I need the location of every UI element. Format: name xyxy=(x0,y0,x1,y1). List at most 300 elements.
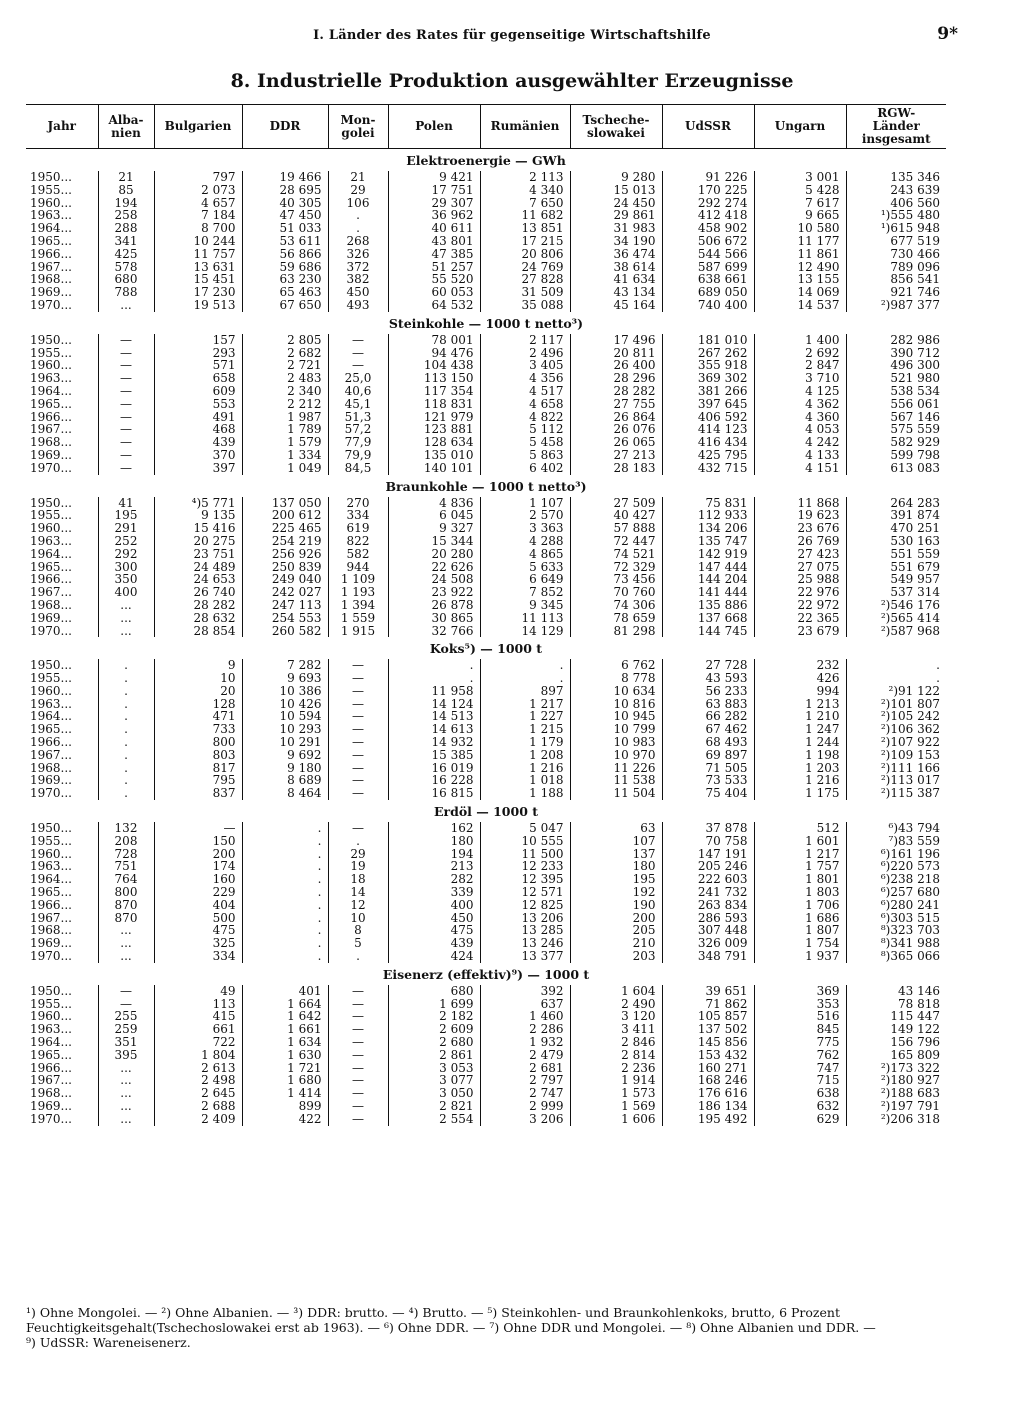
value-cell: 1 018 xyxy=(480,774,570,787)
value-cell: 11 177 xyxy=(754,235,846,248)
value-cell: ... xyxy=(98,612,154,625)
header-mongolei-line1: Mon- xyxy=(340,112,376,127)
section-heading-row xyxy=(26,963,946,985)
value-cell: 2 498 xyxy=(154,1074,242,1087)
table-body xyxy=(26,149,946,1126)
value-cell: 1 914 xyxy=(570,1074,662,1087)
value-cell: 135 886 xyxy=(662,599,754,612)
value-cell: 11 861 xyxy=(754,248,846,261)
value-cell: 475 xyxy=(388,924,480,937)
value-cell: 11 500 xyxy=(480,848,570,861)
table-row xyxy=(26,1074,946,1087)
value-cell: 10 xyxy=(328,912,388,925)
value-cell: — xyxy=(328,774,388,787)
value-cell: 21 xyxy=(328,171,388,184)
year-cell: 1963... xyxy=(30,1022,72,1037)
value-cell: 493 xyxy=(328,299,388,312)
value-cell: 38 614 xyxy=(570,261,662,274)
year-cell: 1966... xyxy=(30,1060,72,1075)
value-cell: — xyxy=(328,998,388,1011)
value-cell: 2 340 xyxy=(242,385,328,398)
value-cell: 292 xyxy=(98,548,154,561)
value-cell: . xyxy=(98,736,154,749)
value-cell: 16 228 xyxy=(388,774,480,787)
value-cell: 10 580 xyxy=(754,222,846,235)
value-cell: . xyxy=(98,762,154,775)
year-cell: 1967... xyxy=(30,1073,72,1088)
value-cell: 190 xyxy=(570,899,662,912)
value-cell: ... xyxy=(98,1074,154,1087)
header-udssr: UdSSR xyxy=(662,105,754,149)
value-cell: ²)188 683 xyxy=(846,1087,946,1100)
value-cell: 470 251 xyxy=(846,522,946,535)
value-cell: 282 xyxy=(388,873,480,886)
year-cell: 1963... xyxy=(30,371,72,386)
value-cell: 4 657 xyxy=(154,197,242,210)
table-row xyxy=(26,1049,946,1062)
value-cell: 730 466 xyxy=(846,248,946,261)
value-cell: 13 851 xyxy=(480,222,570,235)
header-tschechoslowakei xyxy=(570,105,662,149)
value-cell: — xyxy=(98,334,154,347)
header-ddr: DDR xyxy=(242,105,328,149)
value-cell: 551 679 xyxy=(846,561,946,574)
year-cell: 1968... xyxy=(30,760,72,775)
value-cell: 582 929 xyxy=(846,436,946,449)
value-cell: 638 xyxy=(754,1087,846,1100)
value-cell: 638 661 xyxy=(662,273,754,286)
value-cell: 397 645 xyxy=(662,398,754,411)
value-cell: 23 751 xyxy=(154,548,242,561)
table-row xyxy=(26,548,946,561)
value-cell: 13 206 xyxy=(480,912,570,925)
value-cell: 26 400 xyxy=(570,359,662,372)
value-cell: ²)546 176 xyxy=(846,599,946,612)
value-cell: . xyxy=(328,222,388,235)
value-cell: 578 xyxy=(98,261,154,274)
value-cell: ²)106 362 xyxy=(846,723,946,736)
value-cell: 353 xyxy=(754,998,846,1011)
value-cell: 369 xyxy=(754,985,846,998)
value-cell: 551 559 xyxy=(846,548,946,561)
header-rgw-line1: RGW- xyxy=(877,106,916,120)
value-cell: 837 xyxy=(154,787,242,800)
value-cell: 10 386 xyxy=(242,685,328,698)
table-row xyxy=(26,612,946,625)
value-cell: 1 634 xyxy=(242,1036,328,1049)
value-cell: 458 902 xyxy=(662,222,754,235)
value-cell: 1 915 xyxy=(328,625,388,638)
value-cell: 17 215 xyxy=(480,235,570,248)
value-cell: 4 133 xyxy=(754,449,846,462)
value-cell: ²)173 322 xyxy=(846,1062,946,1075)
value-cell: 147 444 xyxy=(662,561,754,574)
value-cell: — xyxy=(98,462,154,475)
value-cell: 27 509 xyxy=(570,497,662,510)
value-cell: 392 xyxy=(480,985,570,998)
value-cell: 2 682 xyxy=(242,347,328,360)
value-cell: 2 113 xyxy=(480,171,570,184)
value-cell: — xyxy=(328,749,388,762)
year-cell: 1968... xyxy=(30,272,72,287)
value-cell: 307 448 xyxy=(662,924,754,937)
value-cell: 66 282 xyxy=(662,710,754,723)
value-cell: 263 834 xyxy=(662,899,754,912)
value-cell: 587 699 xyxy=(662,261,754,274)
value-cell: 53 611 xyxy=(242,235,328,248)
value-cell: 260 582 xyxy=(242,625,328,638)
value-cell: . xyxy=(846,659,946,672)
value-cell: 5 633 xyxy=(480,561,570,574)
value-cell: 40 427 xyxy=(570,509,662,522)
value-cell: 9 692 xyxy=(242,749,328,762)
year-cell: 1966... xyxy=(30,246,72,261)
value-cell: 137 668 xyxy=(662,612,754,625)
year-cell: 1966... xyxy=(30,897,72,912)
value-cell: 11 226 xyxy=(570,762,662,775)
value-cell: 22 626 xyxy=(388,561,480,574)
value-cell: 4 865 xyxy=(480,548,570,561)
value-cell: 144 745 xyxy=(662,625,754,638)
value-cell: 5 112 xyxy=(480,423,570,436)
value-cell: 29 861 xyxy=(570,209,662,222)
value-cell: — xyxy=(98,411,154,424)
value-cell: 339 xyxy=(388,886,480,899)
value-cell: 70 758 xyxy=(662,835,754,848)
year-cell: 1968... xyxy=(30,597,72,612)
value-cell: . xyxy=(242,835,328,848)
value-cell: 994 xyxy=(754,685,846,698)
value-cell: 28 632 xyxy=(154,612,242,625)
value-cell: 27 755 xyxy=(570,398,662,411)
header-mongolei-line2: golei xyxy=(341,125,375,140)
value-cell: 1 394 xyxy=(328,599,388,612)
value-cell: 803 xyxy=(154,749,242,762)
value-cell: 73 533 xyxy=(662,774,754,787)
value-cell: 26 769 xyxy=(754,535,846,548)
value-cell: 326 009 xyxy=(662,937,754,950)
value-cell: — xyxy=(98,359,154,372)
value-cell: 104 438 xyxy=(388,359,480,372)
year-cell: 1960... xyxy=(30,195,72,210)
value-cell: 4 362 xyxy=(754,398,846,411)
value-cell: 195 xyxy=(570,873,662,886)
year-cell: 1966... xyxy=(30,572,72,587)
value-cell: 401 xyxy=(242,985,328,998)
value-cell: 2 554 xyxy=(388,1113,480,1126)
value-cell: 26 878 xyxy=(388,599,480,612)
value-cell: 39 651 xyxy=(662,985,754,998)
value-cell: . xyxy=(242,912,328,925)
value-cell: 609 xyxy=(154,385,242,398)
value-cell: 194 xyxy=(98,197,154,210)
value-cell: 7 184 xyxy=(154,209,242,222)
value-cell: ²)101 807 xyxy=(846,698,946,711)
value-cell: . xyxy=(242,860,328,873)
value-cell: 2 805 xyxy=(242,334,328,347)
value-cell: 222 603 xyxy=(662,873,754,886)
value-cell: 37 878 xyxy=(662,822,754,835)
value-cell: 14 069 xyxy=(754,286,846,299)
value-cell: 1 803 xyxy=(754,886,846,899)
value-cell: 530 163 xyxy=(846,535,946,548)
value-cell: 26 065 xyxy=(570,436,662,449)
section-heading-row xyxy=(26,475,946,497)
section-title: Steinkohle — 1000 t netto³) xyxy=(388,315,584,331)
value-cell: 254 219 xyxy=(242,535,328,548)
value-cell: 496 300 xyxy=(846,359,946,372)
value-cell: 1 642 xyxy=(242,1010,328,1023)
value-cell: 115 447 xyxy=(846,1010,946,1023)
value-cell: 516 xyxy=(754,1010,846,1023)
value-cell: 355 918 xyxy=(662,359,754,372)
section-heading-row xyxy=(26,800,946,822)
value-cell: 105 857 xyxy=(662,1010,754,1023)
value-cell: 29 xyxy=(328,848,388,861)
value-cell: 9 665 xyxy=(754,209,846,222)
value-cell: 74 521 xyxy=(570,548,662,561)
value-cell: 160 xyxy=(154,873,242,886)
value-cell: 11 868 xyxy=(754,497,846,510)
value-cell: 28 282 xyxy=(154,599,242,612)
table-row xyxy=(26,1036,946,1049)
year-cell: 1970... xyxy=(30,949,72,964)
value-cell: — xyxy=(328,787,388,800)
value-cell: 78 001 xyxy=(388,334,480,347)
value-cell: 10 983 xyxy=(570,736,662,749)
value-cell: 722 xyxy=(154,1036,242,1049)
value-cell: 176 616 xyxy=(662,1087,754,1100)
year-cell: 1965... xyxy=(30,233,72,248)
value-cell: 27 423 xyxy=(754,548,846,561)
value-cell: 619 xyxy=(328,522,388,535)
value-cell: 9 345 xyxy=(480,599,570,612)
value-cell: 9 327 xyxy=(388,522,480,535)
value-cell: 26 740 xyxy=(154,586,242,599)
value-cell: 195 492 xyxy=(662,1113,754,1126)
value-cell: 1 573 xyxy=(570,1087,662,1100)
value-cell: 5 047 xyxy=(480,822,570,835)
value-cell: 2 680 xyxy=(388,1036,480,1049)
table-row xyxy=(26,985,946,998)
value-cell: 2 236 xyxy=(570,1062,662,1075)
value-cell: 200 612 xyxy=(242,509,328,522)
value-cell: 121 979 xyxy=(388,411,480,424)
value-cell: 1 559 xyxy=(328,612,388,625)
value-cell: 168 246 xyxy=(662,1074,754,1087)
value-cell: ⁶)280 241 xyxy=(846,899,946,912)
value-cell: 27 075 xyxy=(754,561,846,574)
value-cell: 28 282 xyxy=(570,385,662,398)
year-cell: 1969... xyxy=(30,285,72,300)
value-cell: 47 385 xyxy=(388,248,480,261)
value-cell: 1 216 xyxy=(480,762,570,775)
value-cell: — xyxy=(328,762,388,775)
value-cell: 157 xyxy=(154,334,242,347)
value-cell: 715 xyxy=(754,1074,846,1087)
year-cell: 1950... xyxy=(30,658,72,673)
value-cell: 2 999 xyxy=(480,1100,570,1113)
value-cell: 150 xyxy=(154,835,242,848)
value-cell: 70 760 xyxy=(570,586,662,599)
value-cell: 390 712 xyxy=(846,347,946,360)
value-cell: 2 117 xyxy=(480,334,570,347)
value-cell: 27 213 xyxy=(570,449,662,462)
value-cell: 2 846 xyxy=(570,1036,662,1049)
value-cell: 556 061 xyxy=(846,398,946,411)
value-cell: 10 945 xyxy=(570,710,662,723)
value-cell: — xyxy=(98,436,154,449)
footnotes xyxy=(26,1305,956,1350)
value-cell: 740 400 xyxy=(662,299,754,312)
value-cell: 751 xyxy=(98,860,154,873)
value-cell: — xyxy=(98,347,154,360)
value-cell: 9 180 xyxy=(242,762,328,775)
value-cell: 267 262 xyxy=(662,347,754,360)
value-cell: 10 244 xyxy=(154,235,242,248)
value-cell: 4 658 xyxy=(480,398,570,411)
value-cell: 1 198 xyxy=(754,749,846,762)
value-cell: 629 xyxy=(754,1113,846,1126)
value-cell: . xyxy=(98,774,154,787)
value-cell: 870 xyxy=(98,912,154,925)
value-cell: 582 xyxy=(328,548,388,561)
value-cell: — xyxy=(328,1087,388,1100)
value-cell: 15 451 xyxy=(154,273,242,286)
value-cell: 113 xyxy=(154,998,242,1011)
value-cell: 15 416 xyxy=(154,522,242,535)
value-cell: — xyxy=(98,998,154,1011)
value-cell: 5 458 xyxy=(480,436,570,449)
value-cell: . xyxy=(846,672,946,685)
value-cell: 8 xyxy=(328,924,388,937)
value-cell: — xyxy=(98,398,154,411)
value-cell: 414 123 xyxy=(662,423,754,436)
value-cell: 2 479 xyxy=(480,1049,570,1062)
value-cell: 899 xyxy=(242,1100,328,1113)
value-cell: . xyxy=(480,672,570,685)
value-cell: 264 283 xyxy=(846,497,946,510)
value-cell: . xyxy=(242,950,328,963)
value-cell: 59 686 xyxy=(242,261,328,274)
value-cell: 137 xyxy=(570,848,662,861)
value-cell: ... xyxy=(98,1062,154,1075)
value-cell: 252 xyxy=(98,535,154,548)
value-cell: 599 798 xyxy=(846,449,946,462)
table-row xyxy=(26,835,946,848)
value-cell: 256 926 xyxy=(242,548,328,561)
value-cell: 382 xyxy=(328,273,388,286)
value-cell: 20 275 xyxy=(154,535,242,548)
value-cell: 40,6 xyxy=(328,385,388,398)
year-cell: 1955... xyxy=(30,833,72,848)
value-cell: — xyxy=(328,659,388,672)
value-cell: 1 216 xyxy=(754,774,846,787)
value-cell: ²)587 968 xyxy=(846,625,946,638)
value-cell: 17 496 xyxy=(570,334,662,347)
year-cell: 1968... xyxy=(30,1086,72,1101)
value-cell: 22 972 xyxy=(754,599,846,612)
value-cell: 944 xyxy=(328,561,388,574)
year-cell: 1969... xyxy=(30,1099,72,1113)
value-cell: ⁸)365 066 xyxy=(846,950,946,963)
value-cell: 63 xyxy=(570,822,662,835)
value-cell: 2 286 xyxy=(480,1023,570,1036)
year-cell: 1950... xyxy=(30,332,72,347)
value-cell: 14 537 xyxy=(754,299,846,312)
value-cell: 326 xyxy=(328,248,388,261)
table-row xyxy=(26,659,946,672)
table-row xyxy=(26,462,946,475)
year-cell: 1955... xyxy=(30,996,72,1011)
value-cell: 416 434 xyxy=(662,436,754,449)
value-cell: 351 xyxy=(98,1036,154,1049)
value-cell: 1 630 xyxy=(242,1049,328,1062)
value-cell: 56 866 xyxy=(242,248,328,261)
value-cell: 506 672 xyxy=(662,235,754,248)
value-cell: 11 504 xyxy=(570,787,662,800)
header-rgw xyxy=(846,105,946,149)
value-cell: 404 xyxy=(154,899,242,912)
value-cell: 632 xyxy=(754,1100,846,1113)
value-cell: 1 210 xyxy=(754,710,846,723)
value-cell: 1 664 xyxy=(242,998,328,1011)
year-cell: 1963... xyxy=(30,859,72,874)
value-cell: ²)565 414 xyxy=(846,612,946,625)
section-heading-row xyxy=(26,312,946,334)
value-cell: 200 xyxy=(570,912,662,925)
value-cell: 9 421 xyxy=(388,171,480,184)
value-cell: 23 679 xyxy=(754,625,846,638)
value-cell: 512 xyxy=(754,822,846,835)
value-cell: 14 932 xyxy=(388,736,480,749)
value-cell: . xyxy=(98,723,154,736)
year-cell: 1964... xyxy=(30,546,72,561)
value-cell: 817 xyxy=(154,762,242,775)
year-cell: 1969... xyxy=(30,447,72,462)
value-cell: 762 xyxy=(754,1049,846,1062)
section-title: Koks⁵) — 1000 t xyxy=(429,641,543,657)
header-albanien-line1: Alba- xyxy=(108,112,144,127)
value-cell: 180 xyxy=(570,860,662,873)
table-row xyxy=(26,749,946,762)
value-cell: 140 101 xyxy=(388,462,480,475)
value-cell: 35 088 xyxy=(480,299,570,312)
value-cell: 40 611 xyxy=(388,222,480,235)
value-cell: 51,3 xyxy=(328,411,388,424)
value-cell: 7 650 xyxy=(480,197,570,210)
value-cell: 2 688 xyxy=(154,1100,242,1113)
value-cell: 2 861 xyxy=(388,1049,480,1062)
value-cell: 170 225 xyxy=(662,184,754,197)
footnote-line: ⁹) UdSSR: Wareneisenerz. xyxy=(26,1335,191,1350)
value-cell: 491 xyxy=(154,411,242,424)
header-rgw-line2: Länder xyxy=(872,119,920,133)
table-row xyxy=(26,1023,946,1036)
value-cell: 4 151 xyxy=(754,462,846,475)
section-title: Eisenerz (effektiv)⁹) — 1000 t xyxy=(382,966,590,982)
value-cell: 775 xyxy=(754,1036,846,1049)
year-cell: 1955... xyxy=(30,182,72,197)
value-cell: 2 681 xyxy=(480,1062,570,1075)
value-cell: . xyxy=(98,710,154,723)
value-cell: 8 778 xyxy=(570,672,662,685)
value-cell: 270 xyxy=(328,497,388,510)
value-cell: — xyxy=(98,385,154,398)
value-cell: 4 288 xyxy=(480,535,570,548)
value-cell: 19 623 xyxy=(754,509,846,522)
value-cell: 3 077 xyxy=(388,1074,480,1087)
